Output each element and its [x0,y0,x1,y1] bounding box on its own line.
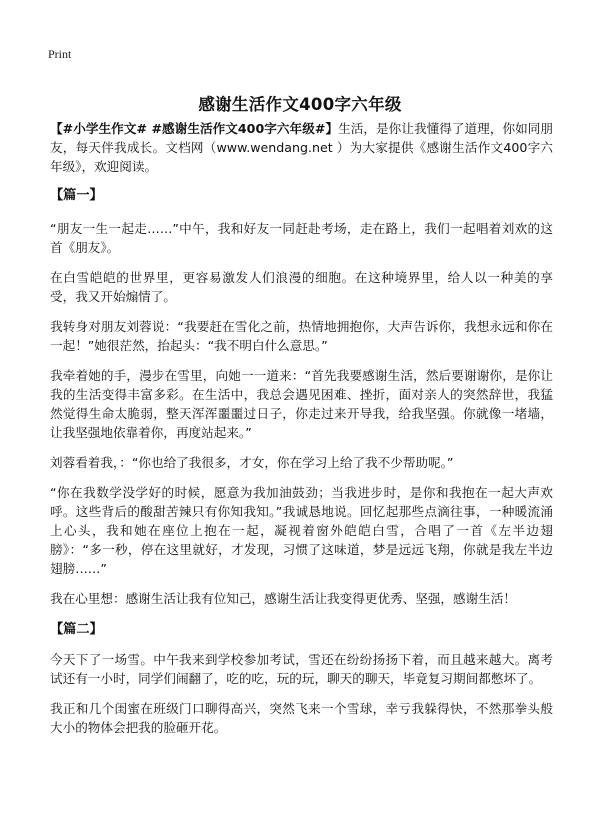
section-heading-2: 【篇二】 [50,622,103,637]
paragraph: 我正和几个闺蜜在班级门口聊得高兴，突然飞来一个雪球，幸亏我躲得快，不然那拳头般大小的物体会把我的脸砸开花。 [50,701,553,735]
paragraph: 在白雪皑皑的世界里，更容易激发人们浪漫的细胞。在这种境界里，给人以一种美的享受，我又开始煽情了。 [50,270,553,304]
paragraph: 今天下了一场雪。中午我来到学校参加考试，雪还在纷纷扬扬下着，而且越来越大。离考试还有一小时，同学们闹翻了，吃的吃，玩的玩，聊天的聊天，毕竟复习期间都憋坏了。 [50,652,553,686]
paragraph: 刘蓉看着我，：“你也给了我很多，才女，你在学习上给了我不少帮助呢。” [50,455,454,470]
intro-paragraph [50,119,553,176]
section-heading-1: 【篇一】 [50,188,103,203]
paragraph: “你在我数学没学好的时候，愿意为我加油鼓劲；当我进步时，是你和我抱在一起大声欢呼。这些背后的酸甜苦辣只有你知我知。”我诚恳地说。回忆起那些点滴往事，一种暖流涌上心头，我和她在座位上抱在一起，凝视着窗外皑皑白雪，合唱了一首《左半边翅膀》：“多一秒，停在这里就好，才发现，习惯了这味道，梦是远远飞翔，你就是我左半边翅膀……” [50,485,553,576]
paragraph: “朋友一生一起走……”中午，我和好友一同赶赴考场，走在路上，我们一起唱着刘欢的这首《朋友》。 [50,221,553,255]
paragraph: 我牵着她的手，漫步在雪里，向她一一道来：“首先我要感谢生活，然后要谢谢你，是你让我的生活变得丰富多彩。在生活中，我总会遇见困难、挫折，面对亲人的突然辞世，我猛然觉得生命太脆弱，整天浑浑噩噩过日子，你走过来开导我，给我坚强。你就像一堵墙，让我坚强地依靠着你，再度站起来。” [50,368,553,440]
paragraph: 我在心里想：感谢生活让我有位知己，感谢生活让我变得更优秀、坚强，感谢生活！ [50,591,516,606]
page-title: 感谢生活作文400字六年级 [198,95,402,115]
article-body [50,119,553,748]
print-link[interactable]: Print [48,47,72,61]
intro-text: 生活，是你让我懂得了道理，你如同朋友，每天伴我成长。文档网（www.wendang.net ）为大家提供《感谢生活作文400字六年级》，欢迎阅读。 [50,121,553,174]
paragraph: 我转身对朋友刘蓉说：“我要赶在雪化之前，热情地拥抱你，大声告诉你，我想永远和你在一起！”她很茫然，抬起头：“我不明白什么意思。” [50,319,553,353]
intro-tags: 【#小学生作文# #感谢生活作文400字六年级#】 [50,121,339,136]
